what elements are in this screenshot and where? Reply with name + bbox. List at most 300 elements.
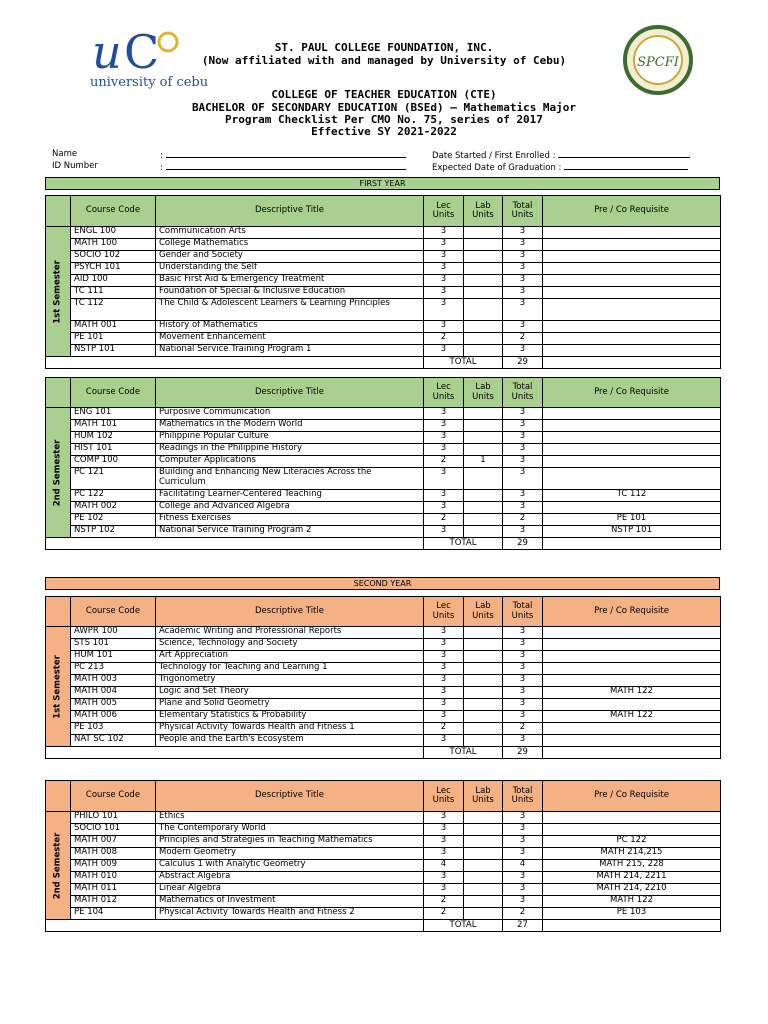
course-code: MATH 003 [71,675,156,687]
col-header-descriptive-title: Descriptive Title [156,378,424,408]
lab-units [464,735,503,747]
course-row [46,884,721,896]
course-row [46,444,721,456]
course-code: MATH 009 [71,860,156,872]
course-title: Science, Technology and Society [156,639,424,651]
course-code: HIST 101 [71,444,156,456]
year-heading: FIRST YEAR [45,177,720,190]
course-row [46,502,721,514]
course-row [46,651,721,663]
prerequisite: PE 101 [543,514,721,526]
course-title: Linear Algebra [156,884,424,896]
total-units: 2 [503,333,543,345]
document-header [0,0,768,145]
course-row [46,687,721,699]
col-header-prerequisite: Pre / Co Requisite [543,781,721,812]
lec-units: 3 [424,848,464,860]
course-title: Trigonometry [156,675,424,687]
course-row [46,723,721,735]
course-title: Readings in the Philippine History [156,444,424,456]
lab-units [464,675,503,687]
lec-units: 3 [424,812,464,824]
col-header-lec-units: Lec Units [424,781,464,812]
course-row [46,675,721,687]
total-units: 3 [503,251,543,263]
prerequisite: MATH 122 [543,687,721,699]
course-row [46,345,721,357]
total-units: 3 [503,287,543,299]
total-units: 3 [503,812,543,824]
total-label: TOTAL [424,538,503,550]
col-header-lab-units: Lab Units [464,378,503,408]
lec-units: 2 [424,896,464,908]
prerequisite [543,651,721,663]
total-units: 3 [503,711,543,723]
checklist-reference: Program Checklist Per CMO No. 75, series of 2017 [225,113,543,126]
lab-units [464,468,503,490]
course-code: SOCIO 101 [71,824,156,836]
total-row [46,357,721,369]
lec-units: 2 [424,723,464,735]
course-code: PHILO 101 [71,812,156,824]
total-row-empty [543,538,721,550]
lab-units [464,687,503,699]
course-code: MATH 010 [71,872,156,884]
lec-units: 3 [424,687,464,699]
lec-units: 3 [424,239,464,251]
course-title: People and the Earth's Ecosystem [156,735,424,747]
lec-units: 2 [424,908,464,920]
course-code: MATH 012 [71,896,156,908]
course-row [46,908,721,920]
name-label: Name [52,149,78,159]
prerequisite: MATH 215, 228 [543,860,721,872]
course-row [46,824,721,836]
total-row [46,920,721,932]
course-title: Philippine Popular Culture [156,432,424,444]
course-code: HUM 102 [71,432,156,444]
affiliation-note: (Now affiliated with and managed by University of Cebu) [201,54,567,67]
course-code: MATH 100 [71,239,156,251]
lec-units: 3 [424,675,464,687]
course-row [46,239,721,251]
svg-text:university of cebu: university of cebu [90,75,209,90]
course-title: Computer Applications [156,456,424,468]
course-title: Physical Activity Towards Health and Fitness 1 [156,723,424,735]
lec-units: 3 [424,663,464,675]
lec-units: 3 [424,502,464,514]
lec-units: 3 [424,420,464,432]
course-code: MATH 001 [71,321,156,333]
semester-total-units: 27 [503,920,543,932]
lab-units [464,239,503,251]
id-label: ID Number [52,161,98,171]
col-header-prerequisite: Pre / Co Requisite [543,597,721,627]
lab-units [464,908,503,920]
course-title: Academic Writing and Professional Reports [156,627,424,639]
total-units: 2 [503,723,543,735]
lab-units [464,299,503,321]
course-code: MATH 008 [71,848,156,860]
col-header-total-units: Total Units [503,378,543,408]
total-row-spacer [46,747,424,759]
lec-units: 3 [424,884,464,896]
prerequisite: PE 103 [543,908,721,920]
course-code: PE 104 [71,908,156,920]
course-code: HUM 101 [71,651,156,663]
course-row [46,275,721,287]
semester-label-cell [46,627,71,747]
col-header-descriptive-title: Descriptive Title [156,597,424,627]
prerequisite [543,251,721,263]
semester-label: 2nd Semester [52,832,63,899]
prerequisite [543,735,721,747]
lec-units: 3 [424,275,464,287]
total-units: 3 [503,275,543,287]
course-title: The Contemporary World [156,824,424,836]
lab-units [464,711,503,723]
lec-units: 3 [424,299,464,321]
course-code: AWPR 100 [71,627,156,639]
course-code: MATH 004 [71,687,156,699]
col-header-lab-units: Lab Units [464,597,503,627]
course-title: The Child & Adolescent Learners & Learning Principles [156,299,424,321]
course-code: PC 213 [71,663,156,675]
course-title: College and Advanced Algebra [156,502,424,514]
program-name: BACHELOR OF SECONDARY EDUCATION (BSEd) – Mathematics Major [191,101,577,114]
date-started-field[interactable]: Date Started / First Enrolled : [432,149,690,162]
total-units: 3 [503,824,543,836]
course-title: Calculus 1 with Analytic Geometry [156,860,424,872]
lab-units [464,699,503,711]
course-row [46,321,721,333]
lec-units: 2 [424,333,464,345]
course-row [46,872,721,884]
lab-units [464,420,503,432]
course-row [46,699,721,711]
total-units: 3 [503,502,543,514]
course-row [46,263,721,275]
semester-table [45,377,721,550]
col-header-lab-units: Lab Units [464,781,503,812]
lab-units [464,663,503,675]
course-code: TC 112 [71,299,156,321]
course-title: National Service Training Program 1 [156,345,424,357]
course-title: Mathematics of Investment [156,896,424,908]
total-units: 3 [503,687,543,699]
graduation-date-field[interactable]: Expected Date of Graduation : [432,161,688,174]
lab-units [464,227,503,239]
course-title: Principles and Strategies in Teaching Mathematics [156,836,424,848]
course-code: ENG 101 [71,408,156,420]
semester-label: 2nd Semester [52,439,63,506]
course-title: Understanding the Self [156,263,424,275]
prerequisite [543,812,721,824]
course-code: PSYCH 101 [71,263,156,275]
course-row [46,711,721,723]
semester-table [45,195,721,369]
total-units: 3 [503,299,543,321]
lab-units: 1 [464,456,503,468]
course-code: SOCIO 102 [71,251,156,263]
course-code: ENGL 100 [71,227,156,239]
total-units: 3 [503,884,543,896]
total-row-empty [543,747,721,759]
total-units: 3 [503,872,543,884]
col-header-total-units: Total Units [503,196,543,227]
course-code: PE 103 [71,723,156,735]
prerequisite: MATH 214,215 [543,848,721,860]
name-underline [166,149,406,158]
table-header-row [46,378,721,408]
total-units: 3 [503,639,543,651]
lab-units [464,287,503,299]
course-code: PE 102 [71,514,156,526]
total-label: TOTAL [424,747,503,759]
lab-units [464,627,503,639]
col-header-lec-units: Lec Units [424,196,464,227]
date-started-underline [558,149,690,158]
total-units: 3 [503,263,543,275]
prerequisite: PC 122 [543,836,721,848]
total-units: 3 [503,651,543,663]
prerequisite: MATH 122 [543,896,721,908]
prerequisite [543,675,721,687]
prerequisite [543,444,721,456]
course-title: Physical Activity Towards Health and Fitness 2 [156,908,424,920]
lec-units: 2 [424,514,464,526]
total-label: TOTAL [424,920,503,932]
course-code: AID 100 [71,275,156,287]
total-units: 2 [503,514,543,526]
total-units: 3 [503,836,543,848]
lab-units [464,514,503,526]
lec-units: 2 [424,456,464,468]
total-units: 3 [503,735,543,747]
semester-label-cell [46,408,71,538]
course-row [46,408,721,420]
total-units: 3 [503,663,543,675]
semester-label: 1st Semester [52,259,63,324]
total-units: 3 [503,321,543,333]
course-code: MATH 011 [71,884,156,896]
lab-units [464,502,503,514]
prerequisite [543,408,721,420]
course-title: Basic First Aid & Emergency Treatment [156,275,424,287]
total-units: 4 [503,860,543,872]
id-field[interactable]: : [160,161,406,174]
table-header-row [46,196,721,227]
total-units: 3 [503,526,543,538]
total-row-spacer [46,920,424,932]
prerequisite [543,468,721,490]
course-row [46,526,721,538]
prerequisite [543,502,721,514]
total-row-spacer [46,357,424,369]
course-title: Art Appreciation [156,651,424,663]
lab-units [464,321,503,333]
total-label: TOTAL [424,357,503,369]
prerequisite: MATH 214, 2211 [543,872,721,884]
lec-units: 3 [424,227,464,239]
course-code: STS 101 [71,639,156,651]
lec-units: 3 [424,651,464,663]
svg-text:SPCFI: SPCFI [637,55,679,70]
course-title: Building and Enhancing New Literacies Across the Curriculum [156,468,424,490]
col-header-course-code: Course Code [71,597,156,627]
col-header-lab-units: Lab Units [464,196,503,227]
course-title: Abstract Algebra [156,872,424,884]
lec-units: 3 [424,468,464,490]
course-title: Elementary Statistics & Probability [156,711,424,723]
lec-units: 3 [424,251,464,263]
course-title: Modern Geometry [156,848,424,860]
course-row [46,432,721,444]
course-row [46,627,721,639]
lec-units: 3 [424,321,464,333]
col-header-lec-units: Lec Units [424,597,464,627]
effectivity: Effective SY 2021-2022 [311,125,457,138]
lab-units [464,836,503,848]
lec-units: 3 [424,872,464,884]
prerequisite [543,275,721,287]
total-units: 3 [503,699,543,711]
prerequisite [543,699,721,711]
course-title: College Mathematics [156,239,424,251]
col-header-prerequisite: Pre / Co Requisite [543,196,721,227]
lec-units: 3 [424,526,464,538]
header-spacer [46,781,71,812]
col-header-course-code: Course Code [71,196,156,227]
lab-units [464,824,503,836]
lab-units [464,639,503,651]
lec-units: 3 [424,627,464,639]
id-underline [166,161,406,170]
course-code: MATH 005 [71,699,156,711]
course-title: Logic and Set Theory [156,687,424,699]
course-title: Foundation of Special & Inclusive Education [156,287,424,299]
total-units: 3 [503,444,543,456]
course-row [46,836,721,848]
lab-units [464,884,503,896]
course-row [46,860,721,872]
lec-units: 3 [424,711,464,723]
lec-units: 4 [424,860,464,872]
year-heading: SECOND YEAR [45,577,720,590]
col-header-descriptive-title: Descriptive Title [156,781,424,812]
prerequisite [543,227,721,239]
course-title: Facilitating Learner-Centered Teaching [156,490,424,502]
semester-label-cell [46,812,71,920]
course-row [46,896,721,908]
course-code: NSTP 101 [71,345,156,357]
semester-label: 1st Semester [52,654,63,719]
course-code: NSTP 102 [71,526,156,538]
semester-total-units: 29 [503,357,543,369]
course-row [46,333,721,345]
prerequisite [543,263,721,275]
prerequisite: NSTP 101 [543,526,721,538]
course-title: Movement Enhancement [156,333,424,345]
table-header-row [46,597,721,627]
total-units: 3 [503,420,543,432]
total-units: 3 [503,408,543,420]
lec-units: 3 [424,444,464,456]
course-row [46,639,721,651]
course-code: MATH 002 [71,502,156,514]
course-title: Technology for Teaching and Learning 1 [156,663,424,675]
col-header-total-units: Total Units [503,597,543,627]
total-units: 3 [503,456,543,468]
lab-units [464,812,503,824]
prerequisite: MATH 122 [543,711,721,723]
prerequisite [543,639,721,651]
graduation-underline [564,161,688,170]
lec-units: 3 [424,824,464,836]
course-code: COMP 100 [71,456,156,468]
course-row [46,735,721,747]
prerequisite [543,824,721,836]
course-row [46,287,721,299]
lab-units [464,848,503,860]
name-field[interactable]: : [160,149,406,162]
col-header-lec-units: Lec Units [424,378,464,408]
semester-total-units: 29 [503,538,543,550]
lec-units: 3 [424,287,464,299]
total-units: 3 [503,345,543,357]
course-row [46,663,721,675]
total-units: 3 [503,468,543,490]
institution-name: ST. PAUL COLLEGE FOUNDATION, INC. [274,41,494,54]
svg-text:u: u [92,25,122,79]
prerequisite [543,456,721,468]
total-units: 3 [503,490,543,502]
course-title: National Service Training Program 2 [156,526,424,538]
course-row [46,848,721,860]
total-units: 2 [503,908,543,920]
total-units: 3 [503,239,543,251]
course-code: PE 101 [71,333,156,345]
col-header-total-units: Total Units [503,781,543,812]
lec-units: 3 [424,836,464,848]
lab-units [464,251,503,263]
prerequisite [543,420,721,432]
total-row [46,747,721,759]
course-code: NAT SC 102 [71,735,156,747]
course-title: Plane and Solid Geometry [156,699,424,711]
course-row [46,812,721,824]
course-code: PC 122 [71,490,156,502]
lab-units [464,526,503,538]
header-spacer [46,597,71,627]
total-units: 3 [503,896,543,908]
course-row [46,227,721,239]
lab-units [464,333,503,345]
lec-units: 3 [424,408,464,420]
course-code: MATH 101 [71,420,156,432]
semester-label-cell [46,227,71,357]
course-row [46,420,721,432]
course-code: MATH 007 [71,836,156,848]
course-title: Gender and Society [156,251,424,263]
prerequisite [543,321,721,333]
course-title: Purposive Communication [156,408,424,420]
course-row [46,468,721,490]
lab-units [464,896,503,908]
prerequisite [543,627,721,639]
lec-units: 3 [424,699,464,711]
course-title: Mathematics in the Modern World [156,420,424,432]
